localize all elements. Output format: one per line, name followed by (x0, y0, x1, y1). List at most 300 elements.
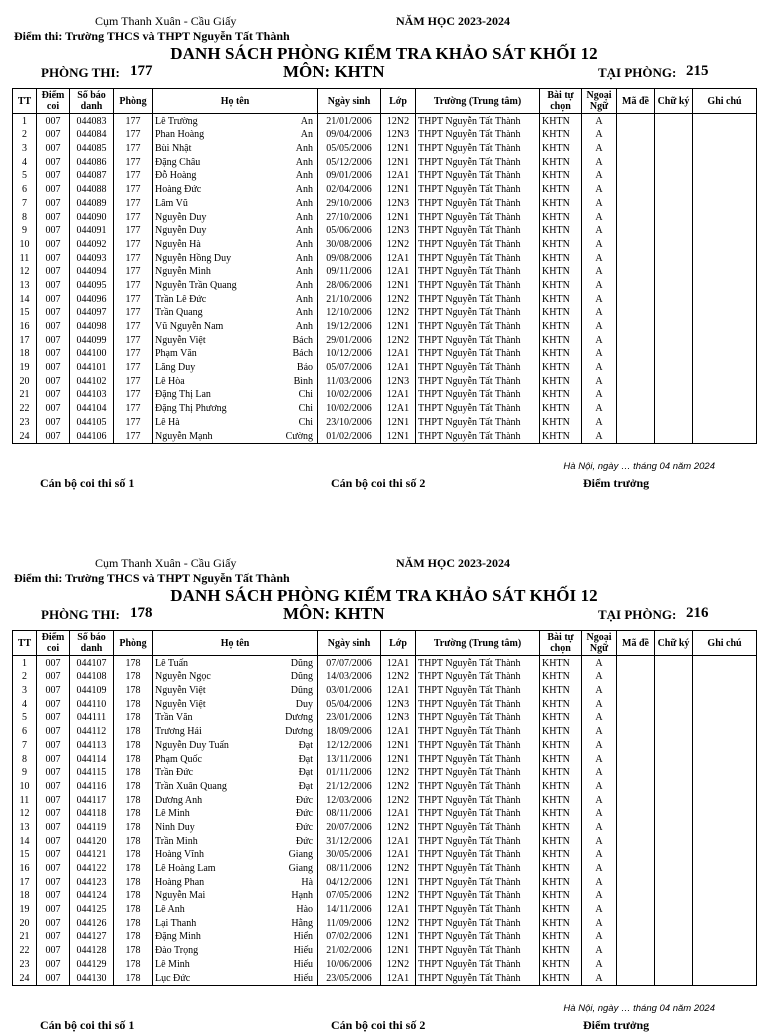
cell-birth-date: 10/06/2006 (318, 957, 381, 971)
cell-room: 178 (114, 683, 153, 697)
cell-exam-code (617, 401, 655, 415)
cell-exam-code (617, 861, 655, 875)
cell-proctor-site: 007 (37, 670, 70, 684)
cell-elective: KHTN (540, 182, 582, 196)
cell-signature (655, 128, 693, 142)
cell-elective: KHTN (540, 128, 582, 142)
cell-given-name: Bách (270, 333, 318, 347)
cell-proctor-site: 007 (37, 711, 70, 725)
col-foreign-language-header: Ngoại Ngữ (582, 89, 617, 114)
cell-notes (693, 114, 757, 128)
cell-class: 12N2 (381, 779, 416, 793)
table-row (13, 807, 757, 821)
cell-class: 12N2 (381, 333, 416, 347)
cell-proctor-site: 007 (37, 916, 70, 930)
cell-stt: 10 (13, 779, 37, 793)
table-row (13, 429, 757, 443)
cell-stt: 10 (13, 237, 37, 251)
cell-given-name: Bảo (270, 360, 318, 374)
cell-room: 177 (114, 333, 153, 347)
col-foreign-language-header: Ngoại Ngữ (582, 631, 617, 656)
cell-school: THPT Nguyễn Tất Thành (416, 224, 540, 238)
cell-candidate-number: 044120 (70, 834, 114, 848)
cell-notes (693, 182, 757, 196)
cell-surname: Hoàng Vĩnh (153, 848, 270, 862)
cell-stt: 3 (13, 683, 37, 697)
cell-candidate-number: 044098 (70, 319, 114, 333)
cell-stt: 6 (13, 182, 37, 196)
cell-given-name: Anh (270, 265, 318, 279)
cell-birth-date: 12/12/2006 (318, 738, 381, 752)
cell-proctor-site: 007 (37, 155, 70, 169)
cell-proctor-site: 007 (37, 738, 70, 752)
cell-candidate-number: 044097 (70, 306, 114, 320)
cell-signature (655, 793, 693, 807)
cell-stt: 12 (13, 807, 37, 821)
cell-foreign-language: A (582, 306, 617, 320)
cell-class: 12N3 (381, 697, 416, 711)
cell-elective: KHTN (540, 930, 582, 944)
cell-stt: 13 (13, 820, 37, 834)
cell-given-name: Đạt (270, 738, 318, 752)
cell-room: 177 (114, 182, 153, 196)
exam-room-number: 178 (130, 605, 153, 621)
cell-school: THPT Nguyễn Tất Thành (416, 265, 540, 279)
cell-signature (655, 902, 693, 916)
cell-given-name: Anh (270, 224, 318, 238)
cell-stt: 4 (13, 155, 37, 169)
cell-notes (693, 971, 757, 985)
cell-school: THPT Nguyễn Tất Thành (416, 807, 540, 821)
table-row (13, 724, 757, 738)
cell-proctor-site: 007 (37, 943, 70, 957)
table-row (13, 292, 757, 306)
col-exam-code-header: Mã đề (617, 89, 655, 114)
table-row (13, 401, 757, 415)
cell-birth-date: 08/11/2006 (318, 861, 381, 875)
cell-notes (693, 360, 757, 374)
cell-foreign-language: A (582, 429, 617, 443)
cell-room: 178 (114, 697, 153, 711)
cell-foreign-language: A (582, 724, 617, 738)
cell-candidate-number: 044105 (70, 415, 114, 429)
table-row (13, 210, 757, 224)
cell-surname: Nguyễn Mạnh (153, 429, 270, 443)
venue-label: Điểm thi: Trường THCS và THPT Nguyễn Tất Thành (14, 29, 290, 43)
cell-candidate-number: 044112 (70, 724, 114, 738)
cell-surname: Lê Hòa (153, 374, 270, 388)
cell-signature (655, 196, 693, 210)
cell-notes (693, 752, 757, 766)
cell-notes (693, 807, 757, 821)
cell-foreign-language: A (582, 401, 617, 415)
cell-elective: KHTN (540, 848, 582, 862)
cell-room: 178 (114, 766, 153, 780)
cell-school: THPT Nguyễn Tất Thành (416, 930, 540, 944)
cell-class: 12N2 (381, 766, 416, 780)
cell-class: 12A1 (381, 401, 416, 415)
cell-given-name: Giang (270, 861, 318, 875)
cell-class: 12N2 (381, 957, 416, 971)
cell-elective: KHTN (540, 902, 582, 916)
cell-given-name: Dũng (270, 656, 318, 670)
table-header-row (13, 89, 757, 114)
cell-room: 178 (114, 670, 153, 684)
cell-foreign-language: A (582, 848, 617, 862)
table-row (13, 711, 757, 725)
cell-birth-date: 18/09/2006 (318, 724, 381, 738)
cell-stt: 6 (13, 724, 37, 738)
cell-notes (693, 333, 757, 347)
cell-proctor-site: 007 (37, 265, 70, 279)
cell-class: 12N3 (381, 374, 416, 388)
cell-elective: KHTN (540, 793, 582, 807)
cell-signature (655, 779, 693, 793)
cell-birth-date: 05/06/2006 (318, 224, 381, 238)
cell-notes (693, 128, 757, 142)
cell-class: 12N2 (381, 670, 416, 684)
cell-candidate-number: 044116 (70, 779, 114, 793)
table-row (13, 971, 757, 985)
table-row (13, 820, 757, 834)
proctor-1-signature-label: Cán bộ coi thi số 1 (40, 476, 135, 490)
cell-stt: 9 (13, 224, 37, 238)
cell-signature (655, 711, 693, 725)
cell-elective: KHTN (540, 670, 582, 684)
cell-foreign-language: A (582, 930, 617, 944)
cell-school: THPT Nguyễn Tất Thành (416, 155, 540, 169)
table-row (13, 738, 757, 752)
cell-school: THPT Nguyễn Tất Thành (416, 237, 540, 251)
cell-stt: 12 (13, 265, 37, 279)
cell-class: 12N1 (381, 319, 416, 333)
cell-exam-code (617, 875, 655, 889)
cell-given-name: Cường (270, 429, 318, 443)
cell-exam-code (617, 319, 655, 333)
cell-given-name: Đức (270, 834, 318, 848)
cell-room: 178 (114, 711, 153, 725)
cell-school: THPT Nguyễn Tất Thành (416, 360, 540, 374)
cell-room: 177 (114, 224, 153, 238)
cell-foreign-language: A (582, 779, 617, 793)
table-row (13, 902, 757, 916)
cell-proctor-site: 007 (37, 848, 70, 862)
cell-room: 178 (114, 834, 153, 848)
cell-elective: KHTN (540, 724, 582, 738)
cell-room: 178 (114, 807, 153, 821)
cell-candidate-number: 044095 (70, 278, 114, 292)
cell-surname: Đặng Thị Lan (153, 388, 270, 402)
cell-signature (655, 957, 693, 971)
cell-surname: Nguyễn Duy Tuấn (153, 738, 270, 752)
cell-candidate-number: 044090 (70, 210, 114, 224)
cell-elective: KHTN (540, 401, 582, 415)
cell-given-name: Hạnh (270, 889, 318, 903)
table-header-row (13, 631, 757, 656)
cell-birth-date: 10/02/2006 (318, 388, 381, 402)
cell-foreign-language: A (582, 155, 617, 169)
col-stt-header: TT (13, 631, 37, 656)
cell-room: 177 (114, 388, 153, 402)
cell-birth-date: 07/07/2006 (318, 656, 381, 670)
cell-stt: 1 (13, 114, 37, 128)
cell-birth-date: 05/05/2006 (318, 141, 381, 155)
cell-room: 178 (114, 930, 153, 944)
cell-proctor-site: 007 (37, 930, 70, 944)
cell-signature (655, 848, 693, 862)
table-row (13, 388, 757, 402)
cell-stt: 16 (13, 319, 37, 333)
cell-given-name: Giang (270, 848, 318, 862)
cell-exam-code (617, 738, 655, 752)
cell-stt: 15 (13, 306, 37, 320)
cell-birth-date: 10/12/2006 (318, 347, 381, 361)
cell-stt: 4 (13, 697, 37, 711)
cell-exam-code (617, 265, 655, 279)
cell-exam-code (617, 169, 655, 183)
cell-foreign-language: A (582, 766, 617, 780)
cell-stt: 2 (13, 670, 37, 684)
cell-proctor-site: 007 (37, 971, 70, 985)
cell-surname: Lâm Vũ (153, 196, 270, 210)
cell-signature (655, 752, 693, 766)
cell-school: THPT Nguyễn Tất Thành (416, 169, 540, 183)
cell-school: THPT Nguyễn Tất Thành (416, 875, 540, 889)
cell-stt: 7 (13, 196, 37, 210)
cell-elective: KHTN (540, 292, 582, 306)
cell-notes (693, 169, 757, 183)
cell-surname: Lại Thanh (153, 916, 270, 930)
table-row (13, 957, 757, 971)
cell-class: 12N1 (381, 155, 416, 169)
cell-elective: KHTN (540, 374, 582, 388)
cell-surname: Trần Lê Đức (153, 292, 270, 306)
cell-notes (693, 683, 757, 697)
cell-surname: Lê Hà (153, 415, 270, 429)
cell-given-name: Anh (270, 292, 318, 306)
cell-exam-code (617, 779, 655, 793)
table-row (13, 697, 757, 711)
table-row (13, 169, 757, 183)
cell-candidate-number: 044114 (70, 752, 114, 766)
cell-elective: KHTN (540, 820, 582, 834)
cell-candidate-number: 044091 (70, 224, 114, 238)
cell-surname: Trần Đức (153, 766, 270, 780)
cell-signature (655, 861, 693, 875)
sheet-title: DANH SÁCH PHÒNG KIỂM TRA KHẢO SÁT KHỐI 12 (170, 586, 598, 605)
cell-surname: Nguyễn Việt (153, 683, 270, 697)
cell-school: THPT Nguyễn Tất Thành (416, 210, 540, 224)
cell-stt: 14 (13, 292, 37, 306)
cell-given-name: Anh (270, 278, 318, 292)
cell-elective: KHTN (540, 155, 582, 169)
cell-class: 12A1 (381, 902, 416, 916)
table-row (13, 766, 757, 780)
col-full-name-header: Họ tên (153, 89, 318, 114)
table-row (13, 306, 757, 320)
table-row (13, 374, 757, 388)
cell-room: 178 (114, 902, 153, 916)
cell-notes (693, 155, 757, 169)
cell-exam-code (617, 347, 655, 361)
cell-birth-date: 05/07/2006 (318, 360, 381, 374)
cell-candidate-number: 044084 (70, 128, 114, 142)
cell-school: THPT Nguyễn Tất Thành (416, 114, 540, 128)
cell-surname: Dương Anh (153, 793, 270, 807)
cell-class: 12N1 (381, 752, 416, 766)
cell-candidate-number: 044087 (70, 169, 114, 183)
cell-school: THPT Nguyễn Tất Thành (416, 319, 540, 333)
cell-signature (655, 333, 693, 347)
col-class-header: Lớp (381, 631, 416, 656)
cell-proctor-site: 007 (37, 861, 70, 875)
cell-foreign-language: A (582, 793, 617, 807)
cell-surname: Nguyễn Trần Quang (153, 278, 270, 292)
cell-stt: 19 (13, 360, 37, 374)
cell-class: 12N1 (381, 415, 416, 429)
cell-surname: Lê Hoàng Lam (153, 861, 270, 875)
col-stt-header: TT (13, 89, 37, 114)
subject-label: MÔN: KHTN (283, 604, 385, 623)
cell-given-name: Anh (270, 210, 318, 224)
cell-surname: Vũ Nguyễn Nam (153, 319, 270, 333)
cell-foreign-language: A (582, 347, 617, 361)
site-head-signature-label: Điểm trưởng (583, 1018, 650, 1032)
cell-candidate-number: 044100 (70, 347, 114, 361)
cell-signature (655, 889, 693, 903)
cell-birth-date: 07/02/2006 (318, 930, 381, 944)
cell-elective: KHTN (540, 114, 582, 128)
cell-signature (655, 656, 693, 670)
cell-room: 177 (114, 360, 153, 374)
cell-elective: KHTN (540, 251, 582, 265)
cell-room: 178 (114, 779, 153, 793)
cell-birth-date: 23/01/2006 (318, 711, 381, 725)
cell-exam-code (617, 943, 655, 957)
cell-signature (655, 169, 693, 183)
cell-exam-code (617, 807, 655, 821)
cell-stt: 20 (13, 374, 37, 388)
cell-given-name: Dũng (270, 683, 318, 697)
cell-candidate-number: 044110 (70, 697, 114, 711)
cell-given-name: Đức (270, 807, 318, 821)
cell-class: 12N3 (381, 711, 416, 725)
cell-stt: 22 (13, 401, 37, 415)
cell-notes (693, 711, 757, 725)
cell-room: 177 (114, 196, 153, 210)
cell-surname: Phạm Quốc (153, 752, 270, 766)
cell-birth-date: 28/06/2006 (318, 278, 381, 292)
cell-exam-code (617, 210, 655, 224)
cluster-label: Cụm Thanh Xuân - Cầu Giấy (95, 14, 237, 28)
cell-birth-date: 21/12/2006 (318, 779, 381, 793)
cell-given-name: Chi (270, 388, 318, 402)
cell-surname: Trần Xuân Quang (153, 779, 270, 793)
cell-surname: Trần Văn (153, 711, 270, 725)
cell-school: THPT Nguyễn Tất Thành (416, 779, 540, 793)
cell-proctor-site: 007 (37, 793, 70, 807)
school-year: NĂM HỌC 2023-2024 (396, 14, 510, 28)
cell-stt: 24 (13, 429, 37, 443)
cell-exam-code (617, 415, 655, 429)
cell-surname: Trương Hải (153, 724, 270, 738)
cell-stt: 1 (13, 656, 37, 670)
cell-proctor-site: 007 (37, 889, 70, 903)
cell-proctor-site: 007 (37, 196, 70, 210)
cell-elective: KHTN (540, 224, 582, 238)
cell-elective: KHTN (540, 683, 582, 697)
cell-notes (693, 834, 757, 848)
cell-exam-code (617, 128, 655, 142)
cell-class: 12N1 (381, 141, 416, 155)
cell-proctor-site: 007 (37, 141, 70, 155)
cell-school: THPT Nguyễn Tất Thành (416, 724, 540, 738)
cell-birth-date: 21/01/2006 (318, 114, 381, 128)
cell-class: 12N1 (381, 875, 416, 889)
cell-proctor-site: 007 (37, 306, 70, 320)
cell-school: THPT Nguyễn Tất Thành (416, 848, 540, 862)
cell-exam-code (617, 224, 655, 238)
cell-foreign-language: A (582, 141, 617, 155)
cell-signature (655, 724, 693, 738)
cell-notes (693, 401, 757, 415)
cell-school: THPT Nguyễn Tất Thành (416, 333, 540, 347)
cell-exam-code (617, 834, 655, 848)
cell-school: THPT Nguyễn Tất Thành (416, 374, 540, 388)
site-head-signature-label: Điểm trưởng (583, 476, 650, 490)
cell-proctor-site: 007 (37, 834, 70, 848)
cell-candidate-number: 044096 (70, 292, 114, 306)
cell-stt: 2 (13, 128, 37, 142)
cell-room: 177 (114, 374, 153, 388)
cell-stt: 17 (13, 875, 37, 889)
cell-foreign-language: A (582, 374, 617, 388)
cell-candidate-number: 044102 (70, 374, 114, 388)
cell-surname: Đặng Châu (153, 155, 270, 169)
venue-label: Điểm thi: Trường THCS và THPT Nguyễn Tất Thành (14, 571, 290, 585)
cell-candidate-number: 044109 (70, 683, 114, 697)
cluster-label: Cụm Thanh Xuân - Cầu Giấy (95, 556, 237, 570)
cell-room: 177 (114, 210, 153, 224)
table-row (13, 196, 757, 210)
cell-surname: Đỗ Hoàng (153, 169, 270, 183)
cell-given-name: Anh (270, 251, 318, 265)
cell-exam-code (617, 360, 655, 374)
cell-class: 12A1 (381, 388, 416, 402)
cell-birth-date: 05/12/2006 (318, 155, 381, 169)
cell-notes (693, 429, 757, 443)
cell-school: THPT Nguyễn Tất Thành (416, 752, 540, 766)
table-row (13, 779, 757, 793)
cell-elective: KHTN (540, 429, 582, 443)
cell-given-name: Hà (270, 875, 318, 889)
cell-notes (693, 943, 757, 957)
cell-stt: 5 (13, 169, 37, 183)
cell-signature (655, 971, 693, 985)
cell-candidate-number: 044085 (70, 141, 114, 155)
cell-surname: Lê Tuấn (153, 656, 270, 670)
cell-exam-code (617, 114, 655, 128)
table-row (13, 278, 757, 292)
cell-notes (693, 415, 757, 429)
cell-stt: 24 (13, 971, 37, 985)
cell-school: THPT Nguyễn Tất Thành (416, 128, 540, 142)
cell-class: 12A1 (381, 169, 416, 183)
cell-exam-code (617, 141, 655, 155)
cell-school: THPT Nguyễn Tất Thành (416, 971, 540, 985)
table-row (13, 333, 757, 347)
cell-proctor-site: 007 (37, 752, 70, 766)
